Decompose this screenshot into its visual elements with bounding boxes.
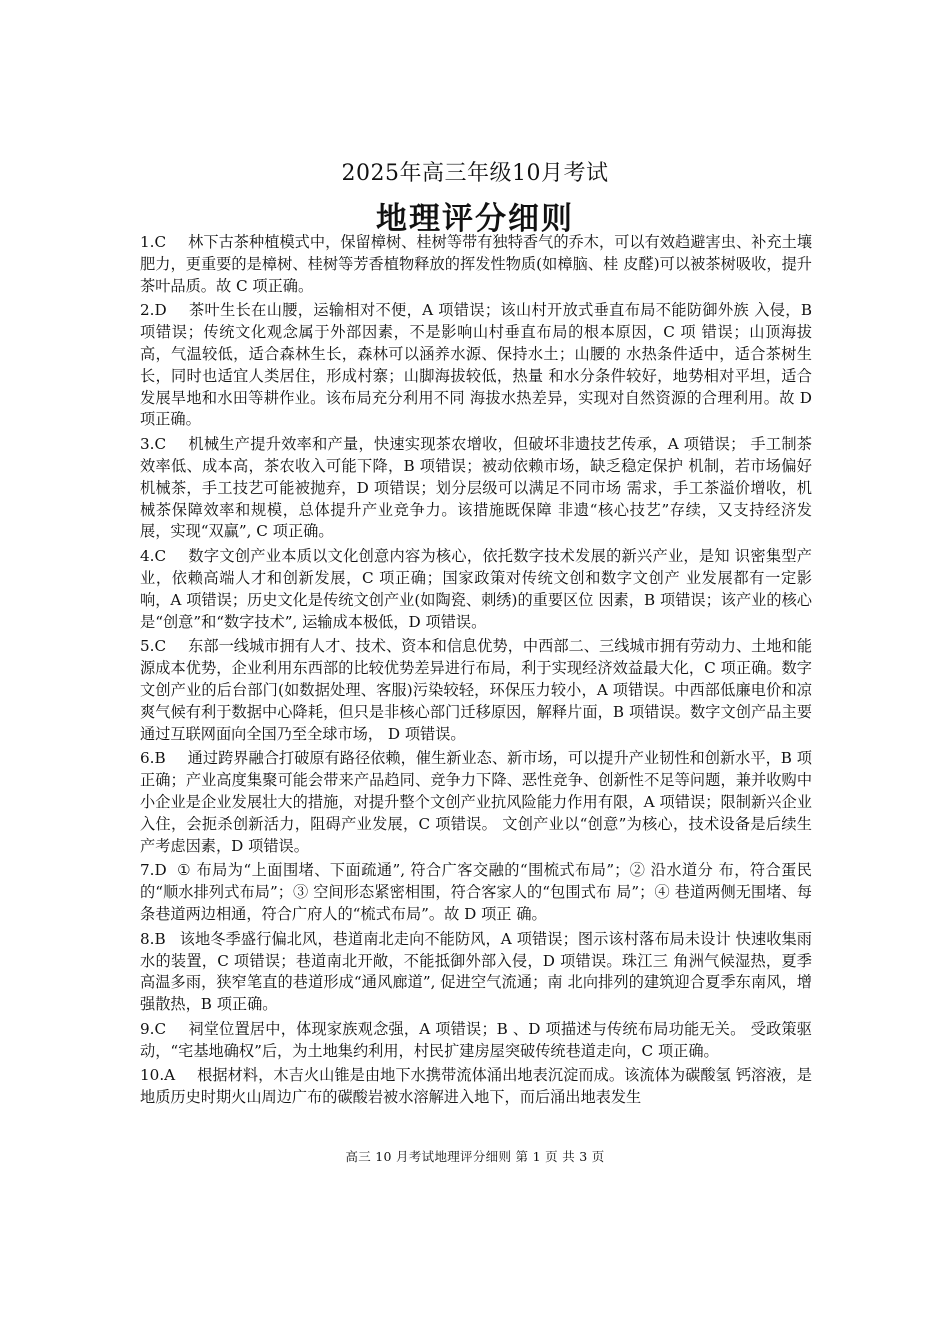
answer-explanation: 林下古茶种植模式中，保留樟树、桂树等带有独特香气的乔木，可以有效趋避害虫、补充土壤肥力，更重要的是樟树、桂树等芳香植物释放的挥发性物质(如樟脑、桂 皮醛)可以被茶树吸收，提升茶叶品质。故 C 项正确。: [140, 233, 812, 295]
answer-number: 9.C: [140, 1019, 167, 1038]
answer-explanation: 通过跨界融合打破原有路径依赖，催生新业态、新市场，可以提升产业韧性和创新水平，B 项正确；产业高度集聚可能会带来产品趋同、竞争力下降、恶性竞争、创新性不足等问题，兼并收购中小企业是企业发展壮大的措施，对提升整个文创产业抗风险能力作用有限，A 项错误；限制新兴企业入住，会扼杀创新活力，阻碍产业发展，C 项错误。 文创产业以“创意”为核心，技术设备是后续生产考虑因素，D 项错误。: [140, 749, 812, 855]
answer-number: 8.B: [140, 929, 166, 948]
exam-subtitle: 2025年高三年级10月考试: [341, 161, 609, 186]
answer-item-2: [140, 300, 812, 431]
answer-item-3: [140, 434, 812, 543]
answer-item-5: [140, 636, 812, 745]
answer-explanation: 东部一线城市拥有人才、技术、资本和信息优势，中西部二、三线城市拥有劳动力、土地和能源成本优势，企业利用东西部的比较优势差异进行布局，利于实现经济效益最大化，C 项正确。数字文创产业的后台部门(如数据处理、客服)污染较轻，环保压力较小，A 项错误。中西部低廉电价和凉爽气候有利于数据中心降耗，但只是非核心部门迁移原因，解释片面，B 项错误。数字文创产品主要通过互联网面向全国乃至全球市场， D 项错误。: [140, 637, 812, 743]
answer-list: [140, 232, 812, 1112]
answer-explanation: 茶叶生长在山腰，运输相对不便，A 项错误；该山村开放式垂直布局不能防御外族 入侵，B 项错误；传统文化观念属于外部因素，不是影响山村垂直布局的根本原因，C 项 错误；山顶海拔高，气温较低，适合森林生长，森林可以涵养水源、保持水土；山腰的 水热条件适中，适合茶树生长，同时也适宜人类居住，形成村寨；山脚海拔较低，热量 和水分条件较好，地势相对平坦，适合发展旱地和水田等耕作业。该布局充分利用不同 海拔水热差异，实现对自然资源的合理利用。故 D 项正确。: [140, 301, 812, 429]
answer-explanation: 数字文创产业本质以文化创意内容为核心，依托数字技术发展的新兴产业，是知 识密集型产业，依赖高端人才和创新发展，C 项正确；国家政策对传统文创和数字文创产 业发展都有一定影响，A 项错误；历史文化是传统文创产业(如陶瓷、刺绣)的重要区位 因素，B 项错误；该产业的核心是“创意”和“数字技术”, 运输成本极低，D 项错误。: [140, 547, 812, 631]
answer-item-8: [140, 929, 812, 1016]
answer-number: 3.C: [140, 435, 167, 454]
answer-item-6: [140, 748, 812, 857]
answer-explanation: 根据材料，木吉火山锥是由地下水携带流体涌出地表沉淀而成。该流体为碳酸氢 钙溶液，是地质历史时期火山周边广布的碳酸岩被水溶解进入地下，而后涌出地表发生: [140, 1066, 812, 1107]
answer-item-4: [140, 546, 812, 633]
document-title: 地理评分细则: [376, 201, 574, 237]
answer-item-9: [140, 1019, 812, 1063]
answer-item-7: [140, 860, 812, 925]
answer-explanation: ① 布局为“上面围堵、下面疏通”, 符合广客交融的“围梳式布局”；② 沿水道分 布，符合蛋民的“顺水排列式布局”；③ 空间形态紧密相围，符合客家人的“包围式布 局”；④ 巷道两侧无围堵、每条巷道两边相通，符合广府人的“梳式布局”。故 D 项正 确。: [140, 861, 812, 923]
answer-explanation: 该地冬季盛行偏北风，巷道南北走向不能防风，A 项错误；图示该村落布局未设计 快速收集雨水的装置，C 项错误；巷道南北开敞，不能抵御外部入侵，D 项错误。珠江三 角洲气候湿热，夏季高温多雨，狭窄笔直的巷道形成“通风廊道”, 促进空气流通；南 北向排列的建筑迎合夏季东南风，增强散热，B 项正确。: [140, 929, 812, 1014]
answer-item-10: [140, 1065, 812, 1109]
answer-explanation: 祠堂位置居中，体现家族观念强，A 项错误；B 、D 项描述与传统布局功能无关。 受政策驱动，“宅基地确权”后，为土地集约利用，村民扩建房屋突破传统巷道走向，C 项正确。: [140, 1019, 812, 1060]
answer-number: 6.B: [140, 749, 166, 768]
answer-explanation: 机械生产提升效率和产量，快速实现茶农增收，但破坏非遗技艺传承，A 项错误； 手工制茶效率低、成本高，茶农收入可能下降，B 项错误；被动依赖市场，缺乏稳定保护 机制，若市场偏好机械茶，手工技艺可能被抛弃，D 项错误；划分层级可以满足不同市场 需求，手工茶溢价增收，机械茶保障效率和规模，总体提升产业竞争力。该措施既保障 非遗“核心技艺”存续，又支持经济发展，实现“双赢”, C 项正确。: [140, 435, 812, 541]
answer-item-1: [140, 232, 812, 297]
answer-number: 7.D: [140, 861, 167, 880]
answer-number: 2.D: [140, 301, 167, 320]
answer-number: 10.A: [140, 1066, 176, 1085]
answer-number: 4.C: [140, 547, 167, 566]
answer-number: 5.C: [140, 637, 167, 656]
page-footer: 高三 10 月考试地理评分细则 第 1 页 共 3 页: [345, 1149, 605, 1164]
answer-number: 1.C: [140, 233, 167, 251]
